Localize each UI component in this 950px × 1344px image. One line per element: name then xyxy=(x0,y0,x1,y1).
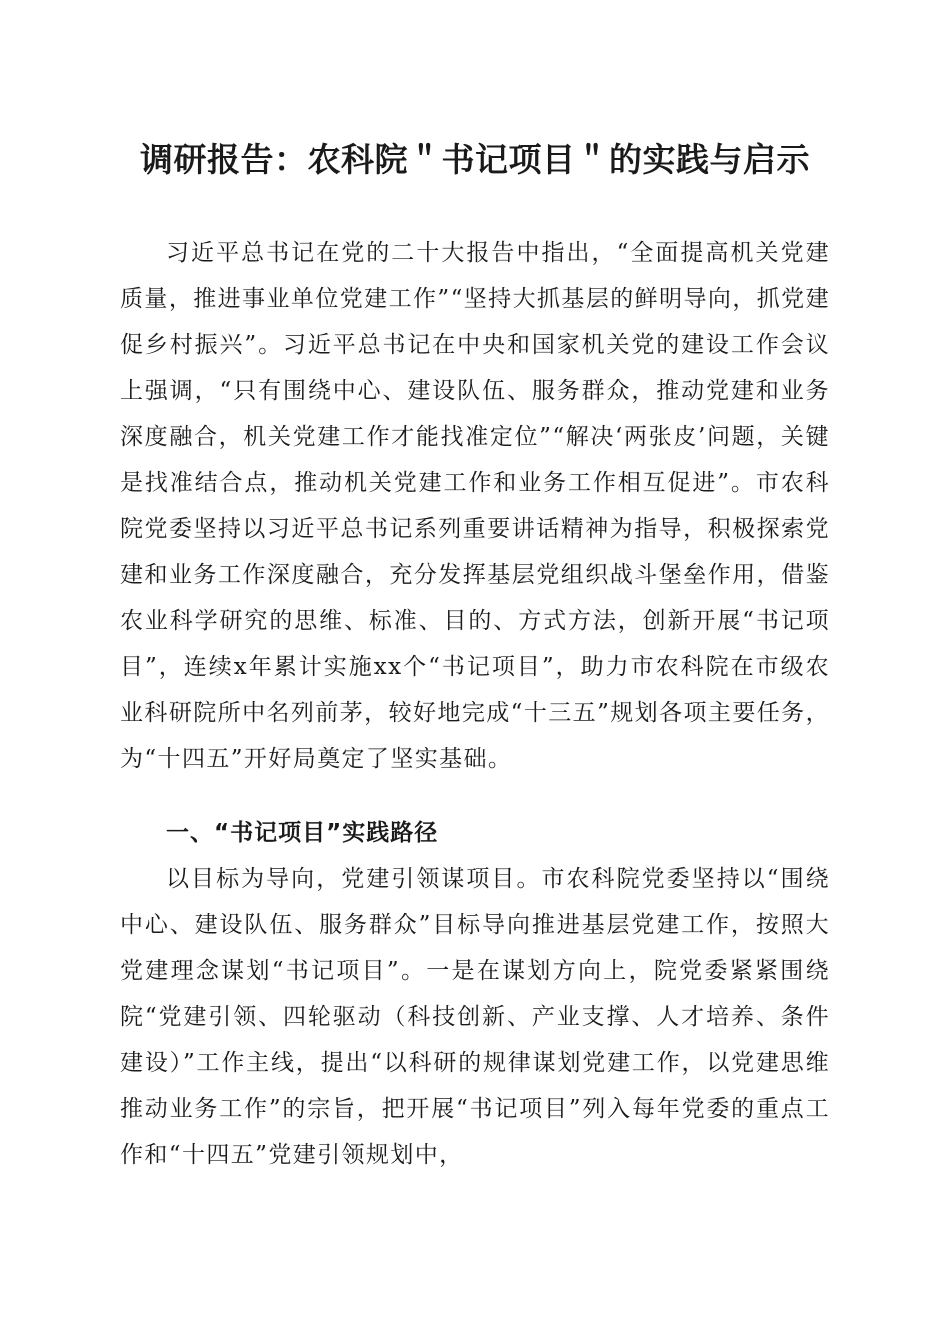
body-paragraph-2: 以目标为导向，党建引领谋项目。市农科院党委坚持以“围绕中心、建设队伍、服务群众”目标导向推进基层党建工作，按照大党建理念谋划“书记项目”。一是在谋划方向上，院党委紧紧围绕院“党建引领、四轮驱动（科技创新、产业支撑、人才培养、条件建设）”工作主线，提出“以科研的规律谋划党建工作，以党建思维推动业务工作”的宗旨，把开展“书记项目”列入每年党委的重点工作和“十四五”党建引领规划中， xyxy=(120,866,830,1168)
section-heading-1: 一、“书记项目”实践路径 xyxy=(166,820,439,846)
body-paragraph-1: 习近平总书记在党的二十大报告中指出，“全面提高机关党建质量，推进事业单位党建工作”“坚持大抓基层的鲜明导向，抓党建促乡村振兴”。习近平总书记在中央和国家机关党的建设工作会议上强调，“只有围绕中心、建设队伍、服务群众，推动党建和业务深度融合，机关党建工作才能找准定位”“解决‘两张皮’问题，关键是找准结合点，推动机关党建工作和业务工作相互促进”。市农科院党委坚持以习近平总书记系列重要讲话精神为指导，积极探索党建和业务工作深度融合，充分发挥基层党组织战斗堡垒作用，借鉴农业科学研究的思维、标准、目的、方式方法，创新开展“书记项目”，连续x年累计实施xx个“书记项目”，助力市农科院在市级农业科研院所中名列前茅，较好地完成“十三五”规划各项主要任务，为“十四五”开好局奠定了坚实基础。 xyxy=(120,240,830,772)
document-title: 调研报告：农科院＂书记项目＂的实践与启示 xyxy=(140,140,810,179)
